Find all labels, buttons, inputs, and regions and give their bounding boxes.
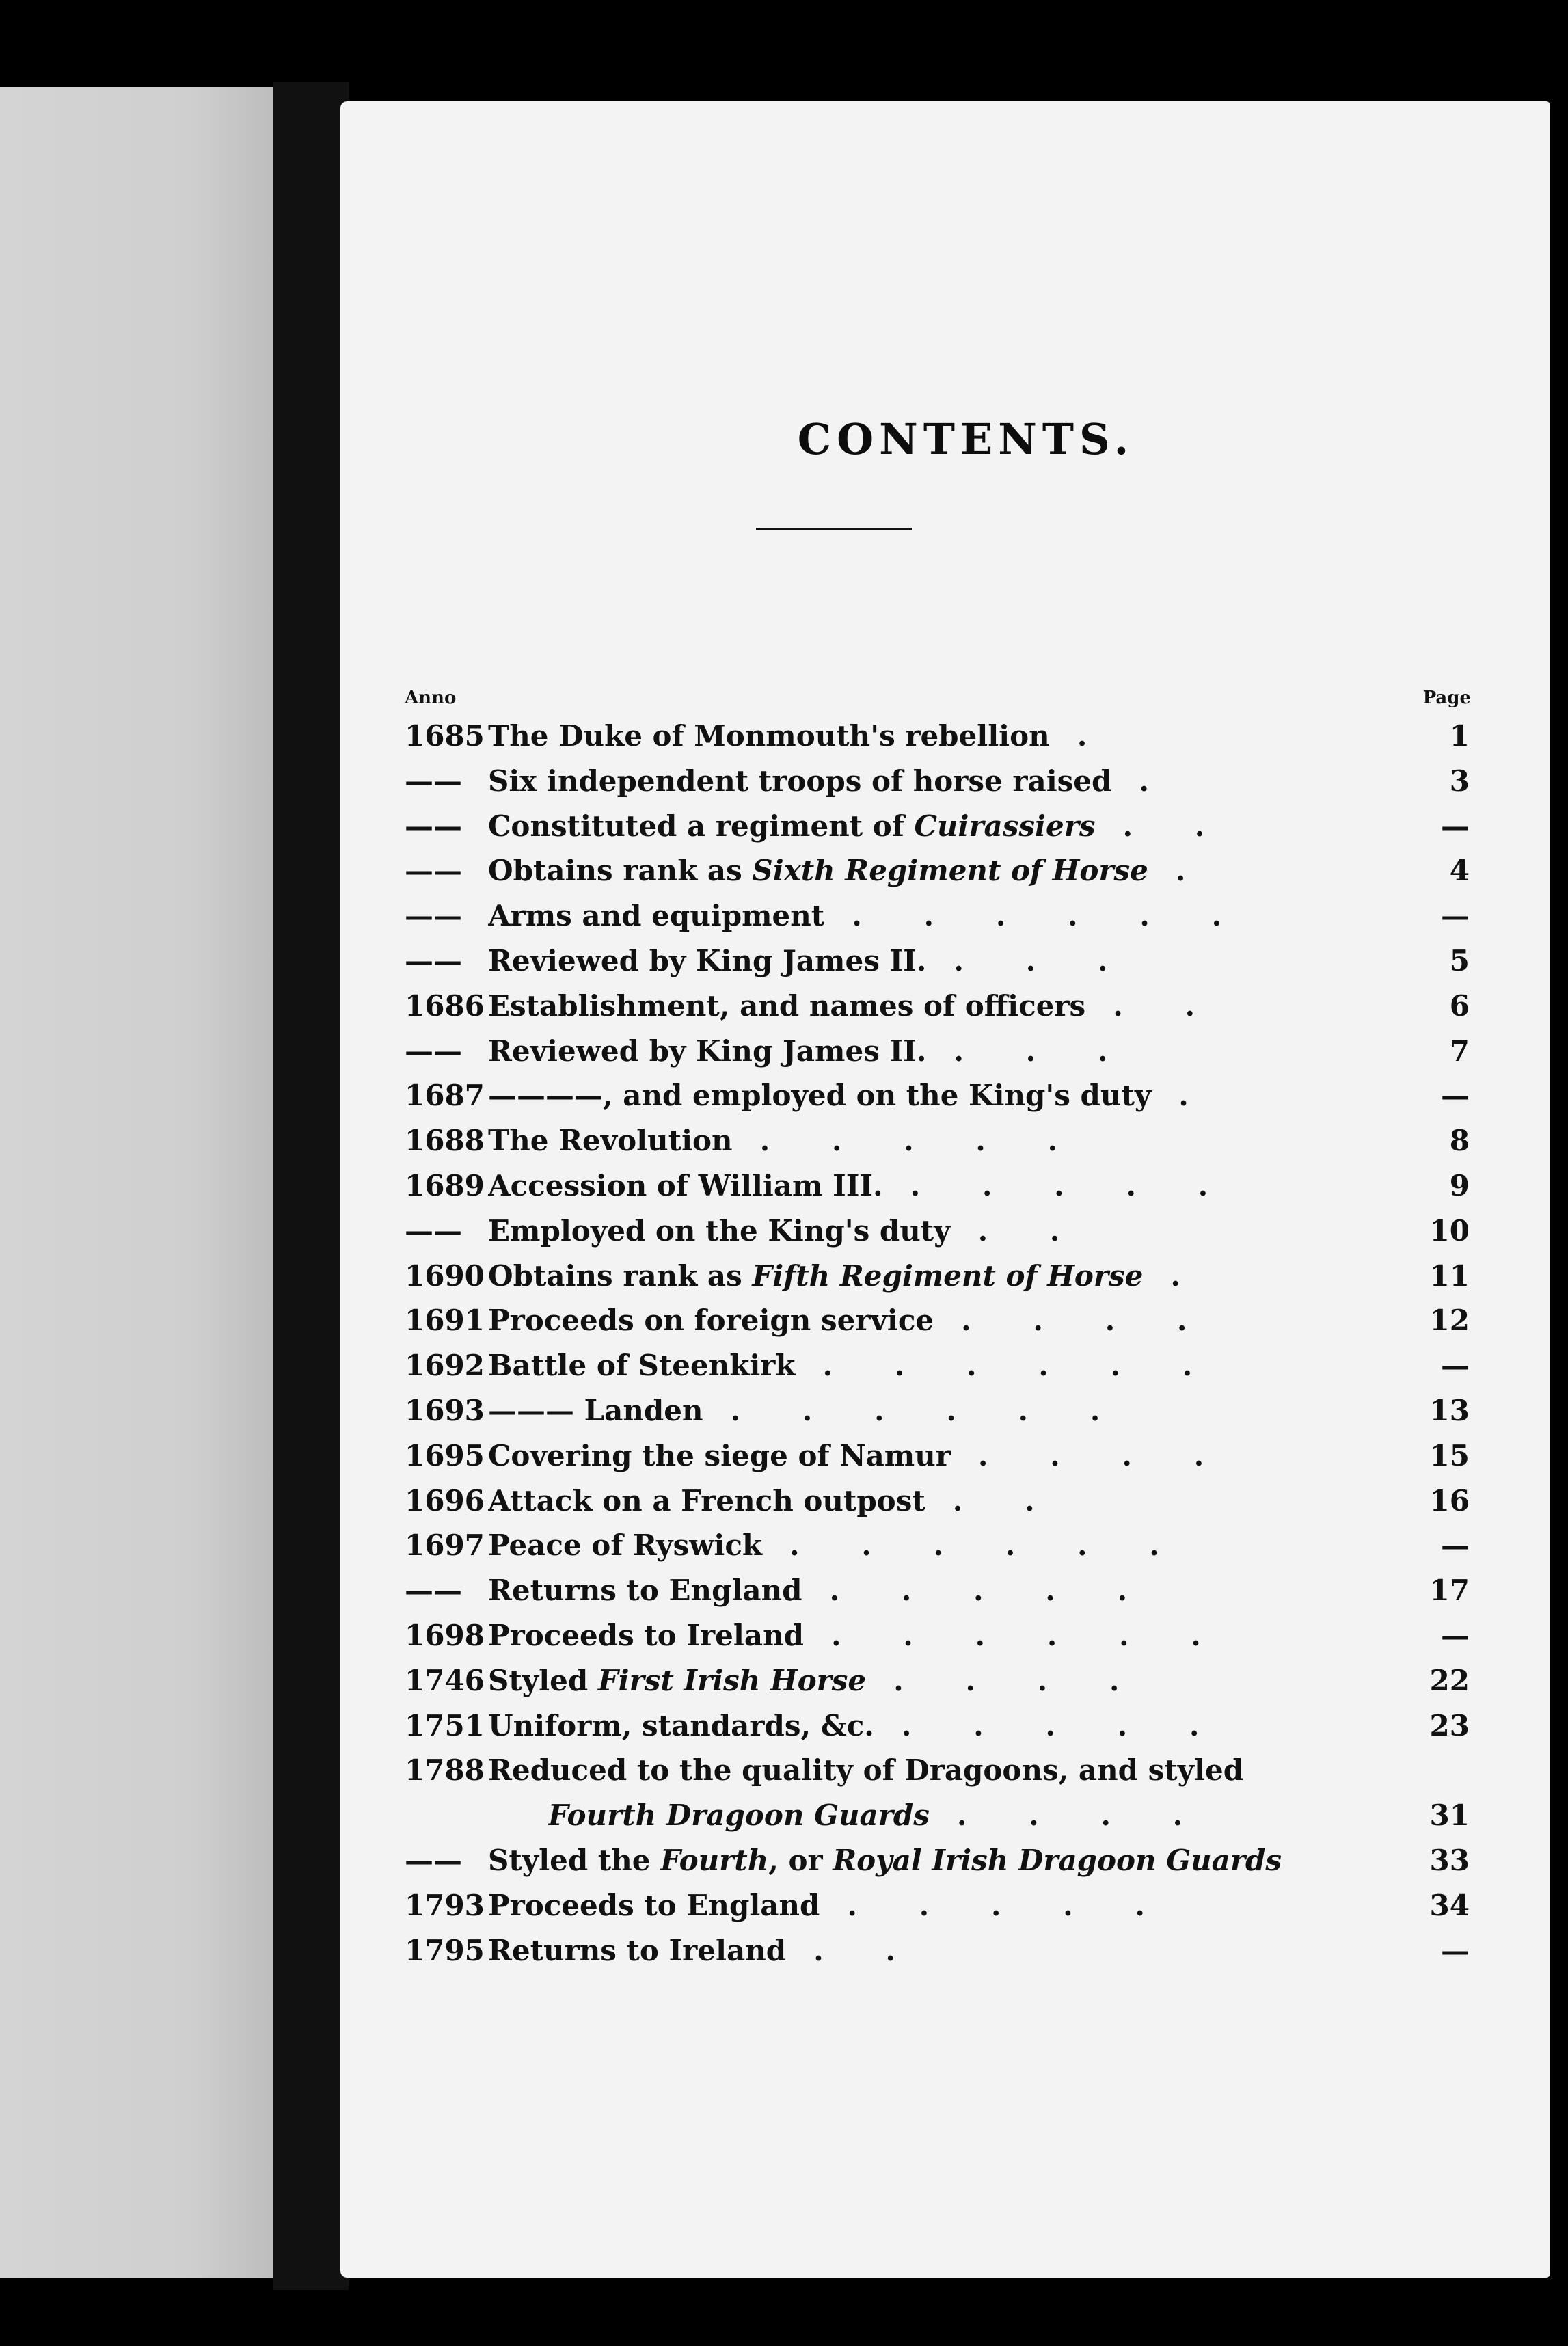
toc-year: ——: [405, 809, 462, 843]
toc-entry: [405, 1658, 1470, 1703]
toc-leader: . . . . . .: [830, 1618, 1227, 1652]
toc-year: ——: [405, 1034, 462, 1068]
toc-title: ————, and employed on the King's duty .: [488, 1079, 1215, 1113]
toc-leader: . .: [813, 1933, 921, 1967]
toc-year: 1693: [405, 1393, 485, 1427]
toc-year: 1751: [405, 1708, 485, 1742]
toc-page-number: 7: [1449, 1034, 1470, 1068]
toc-title: Returns to Ireland . .: [488, 1933, 921, 1967]
toc-page-number: 5: [1449, 943, 1470, 978]
toc-year: 1692: [405, 1349, 485, 1383]
toc-leader: . . . . .: [759, 1124, 1084, 1158]
toc-page-number: 23: [1429, 1708, 1470, 1742]
toc-page-number: 4: [1449, 854, 1470, 888]
toc-leader: . . .: [954, 943, 1134, 978]
toc-leader: . . . . .: [910, 1168, 1234, 1202]
title-rule: [756, 528, 912, 530]
toc-title: The Duke of Monmouth's rebellion .: [488, 719, 1113, 753]
toc-entry: [405, 1883, 1470, 1928]
toc-page-number: —: [1441, 899, 1470, 933]
toc-title: Battle of Steenkirk . . . . . .: [488, 1349, 1219, 1383]
toc-title: Proceeds to England . . . . .: [488, 1888, 1172, 1922]
toc-entry: [405, 1433, 1470, 1479]
toc-page-number: 17: [1429, 1574, 1470, 1608]
toc-entry: [405, 1613, 1470, 1658]
toc-leader: . . . . . .: [789, 1528, 1185, 1563]
toc-title: Peace of Ryswick . . . . . .: [488, 1528, 1185, 1563]
toc-title: Constituted a regiment of Cuirassiers . .: [488, 809, 1231, 843]
toc-leader: . . . . .: [901, 1708, 1226, 1742]
toc-title: Obtains rank as Fifth Regiment of Horse .: [488, 1258, 1207, 1293]
toc-year: ——: [405, 899, 462, 933]
toc-page-number: —: [1441, 1349, 1470, 1383]
toc-year: ——: [405, 1213, 462, 1248]
toc-page-number: 9: [1449, 1168, 1470, 1202]
toc-entry: [405, 1118, 1470, 1163]
toc-leader: . . .: [954, 1034, 1134, 1068]
toc-entry: [405, 804, 1470, 849]
toc-year: 1690: [405, 1258, 485, 1293]
toc-year: 1788: [405, 1753, 485, 1788]
toc-leader: .: [1139, 764, 1176, 798]
toc-leader: .: [1077, 719, 1113, 753]
toc-entry: [405, 848, 1470, 893]
toc-title: Reviewed by King James II. . . .: [488, 1034, 1134, 1068]
toc-page-number: 6: [1449, 988, 1470, 1023]
toc-entry: [405, 1838, 1470, 1883]
toc-page-number: 15: [1429, 1438, 1470, 1472]
toc-title: Establishment, and names of officers . .: [488, 988, 1221, 1023]
toc-year: 1688: [405, 1124, 485, 1158]
toc-page-number: 13: [1429, 1393, 1470, 1427]
toc-title: Proceeds to Ireland . . . . . .: [488, 1618, 1227, 1652]
toc-year: 1746: [405, 1663, 485, 1697]
toc-year: 1685: [405, 719, 485, 753]
toc-leader: . . . . .: [829, 1574, 1154, 1608]
toc-title: Accession of William III. . . . . .: [488, 1168, 1234, 1202]
toc-page-number: —: [1441, 1528, 1470, 1563]
toc-entry: [405, 1523, 1470, 1568]
toc-leader: . .: [1113, 988, 1221, 1023]
toc-page-number: 12: [1429, 1304, 1470, 1338]
toc-leader: .: [1178, 1079, 1215, 1113]
toc-leader: . . . .: [956, 1798, 1209, 1833]
toc-title: Styled First Irish Horse . . . .: [488, 1663, 1146, 1697]
toc-entry: [405, 1748, 1470, 1793]
toc-page-number: —: [1441, 809, 1470, 843]
toc-year: 1698: [405, 1618, 485, 1652]
toc-page-number: 16: [1429, 1483, 1470, 1518]
toc-entry: [405, 714, 1470, 759]
toc-leader: . .: [977, 1213, 1086, 1248]
toc-title: ——— Landen . . . . . .: [488, 1393, 1126, 1427]
toc-entry: [405, 984, 1470, 1029]
toc-year: ——: [405, 1574, 462, 1608]
toc-title: Arms and equipment . . . . . .: [488, 899, 1248, 933]
toc-title: Uniform, standards, &c. . . . . .: [488, 1708, 1226, 1742]
toc-entry: [405, 1343, 1470, 1388]
toc-entry: [405, 1298, 1470, 1343]
toc-title: Six independent troops of horse raised .: [488, 764, 1176, 798]
toc-page-number: 33: [1429, 1843, 1470, 1877]
toc-leader: . . . . . .: [852, 899, 1248, 933]
toc-page-number: 31: [1429, 1798, 1470, 1833]
toc-year: ——: [405, 1843, 462, 1877]
book-gutter: [273, 82, 349, 2290]
toc-title: Styled the Fourth, or Royal Irish Dragoon Guards: [488, 1843, 1282, 1877]
toc-leader: . .: [952, 1483, 1061, 1518]
anno-column-header: Anno: [405, 688, 457, 708]
toc-year: 1689: [405, 1168, 485, 1202]
toc-year: 1795: [405, 1933, 485, 1967]
facing-page: [0, 87, 273, 2278]
toc-page-number: 3: [1449, 764, 1470, 798]
toc-year: 1793: [405, 1888, 485, 1922]
toc-year: 1696: [405, 1483, 485, 1518]
toc-entry: [405, 1029, 1470, 1074]
toc-entry: [405, 1703, 1470, 1749]
toc-title: Fourth Dragoon Guards . . . .: [548, 1798, 1209, 1833]
toc-page-number: —: [1441, 1933, 1470, 1967]
toc-leader: . . . . . .: [822, 1349, 1219, 1383]
toc-leader: . . . .: [977, 1438, 1230, 1472]
toc-leader: . .: [1122, 809, 1231, 843]
toc-page-number: —: [1441, 1079, 1470, 1113]
toc-entry: [405, 1568, 1470, 1613]
page-column-header: Page: [1422, 688, 1471, 708]
contents-list: [405, 714, 1470, 1973]
toc-title: Attack on a French outpost . .: [488, 1483, 1061, 1518]
toc-title: Reduced to the quality of Dragoons, and styled: [488, 1753, 1244, 1788]
toc-entry: [405, 1479, 1470, 1524]
toc-entry: [405, 1209, 1470, 1254]
toc-leader: .: [1170, 1258, 1207, 1293]
toc-year: 1697: [405, 1528, 485, 1563]
toc-year: 1691: [405, 1304, 485, 1338]
toc-year: ——: [405, 854, 462, 888]
toc-title: Reviewed by King James II. . . .: [488, 943, 1134, 978]
toc-page-number: 1: [1449, 719, 1470, 753]
toc-page-number: 10: [1429, 1213, 1470, 1248]
page-title: CONTENTS.: [797, 414, 1135, 464]
toc-page-number: —: [1441, 1618, 1470, 1652]
toc-entry: [405, 939, 1470, 984]
toc-title: The Revolution . . . . .: [488, 1124, 1084, 1158]
toc-leader: .: [1175, 854, 1212, 888]
toc-leader: . . . . . .: [730, 1393, 1126, 1427]
toc-entry: [405, 1388, 1470, 1433]
toc-year: 1686: [405, 988, 485, 1023]
toc-leader: . . . . .: [847, 1888, 1172, 1922]
toc-title: Covering the siege of Namur . . . .: [488, 1438, 1230, 1472]
toc-year: ——: [405, 943, 462, 978]
toc-year: 1695: [405, 1438, 485, 1472]
toc-entry: [405, 759, 1470, 804]
toc-title: Employed on the King's duty . .: [488, 1213, 1086, 1248]
toc-entry: [405, 1254, 1470, 1299]
toc-page-number: 11: [1429, 1258, 1470, 1293]
toc-page-number: 8: [1449, 1124, 1470, 1158]
toc-page-number: 22: [1429, 1663, 1470, 1697]
toc-year: 1687: [405, 1079, 485, 1113]
toc-leader: . . . .: [893, 1663, 1146, 1697]
toc-entry: [405, 1793, 1470, 1838]
contents-page: [340, 101, 1550, 2278]
toc-title: Returns to England . . . . .: [488, 1574, 1154, 1608]
toc-entry: [405, 893, 1470, 939]
toc-year: ——: [405, 764, 462, 798]
toc-entry: [405, 1163, 1470, 1209]
toc-entry: [405, 1928, 1470, 1973]
toc-title: Obtains rank as Sixth Regiment of Horse .: [488, 854, 1212, 888]
toc-page-number: 34: [1429, 1888, 1470, 1922]
toc-leader: . . . .: [961, 1304, 1213, 1338]
toc-entry: [405, 1073, 1470, 1118]
toc-title: Proceeds on foreign service . . . .: [488, 1304, 1213, 1338]
